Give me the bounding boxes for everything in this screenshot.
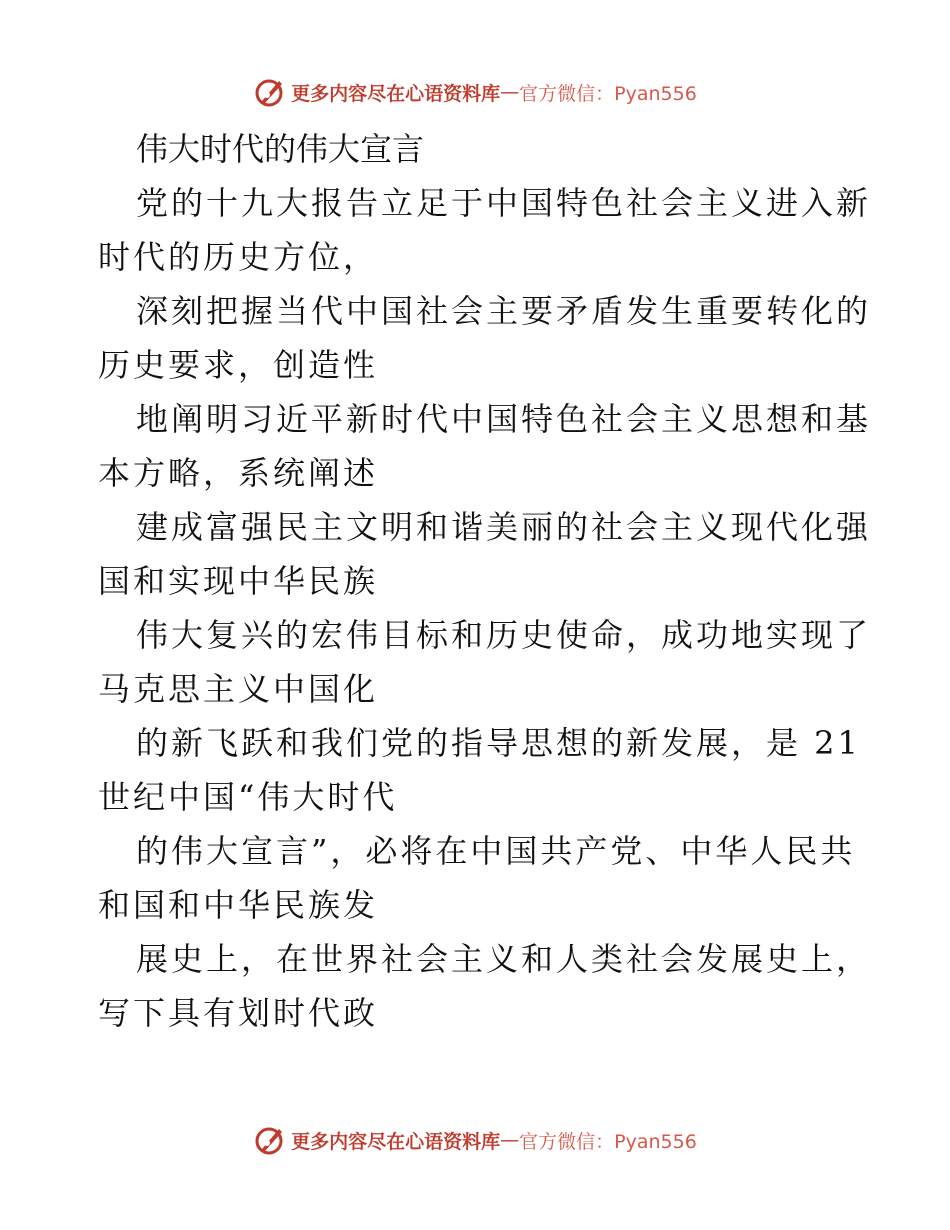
paragraph-line: 国和实现中华民族 [98,562,379,600]
document-title: 伟大时代的伟大宣言 [136,130,425,168]
paragraph-line: 伟大复兴的宏伟目标和历史使命，成功地实现了 [136,616,872,654]
paragraph [98,932,872,1040]
paragraph [98,608,872,716]
paragraph-line: 马克思主义中国化 [98,670,379,708]
paragraph-line: 党的十九大报告立足于中国特色社会主义进入新 [136,184,872,222]
paragraph [98,176,872,284]
paragraph-line: 本方略，系统阐述 [98,454,379,492]
paragraph-line: 的新飞跃和我们党的指导思想的新发展，是 21 [136,724,861,762]
header-dash: — [500,81,520,103]
quill-logo-icon [253,75,287,109]
paragraph-line: 写下具有划时代政 [98,994,379,1032]
paragraph-line: 深刻把握当代中国社会主要矛盾发生重要转化的 [136,292,872,330]
paragraph [98,500,872,608]
footer-tagline: 更多内容尽在心语资料库 [291,1130,501,1153]
paragraph-line: 建成富强民主文明和谐美丽的社会主义现代化强 [136,508,872,546]
paragraph [98,284,872,392]
quill-logo-icon [253,1123,287,1157]
footer-wechat: 官方微信：Pyan556 [519,1130,697,1153]
paragraph-line: 和国和中华民族发 [98,886,379,924]
paragraph-line: 的伟大宣言”，必将在中国共产党、中华人民共 [136,832,856,870]
footer-banner [0,1120,950,1160]
paragraph [98,716,861,824]
paragraph-line: 时代的历史方位， [98,238,379,276]
header-wechat: 官方微信：Pyan556 [519,82,697,105]
paragraph [98,824,858,932]
document-body [98,122,872,1040]
paragraph-line: 地阐明习近平新时代中国特色社会主义思想和基 [136,400,872,438]
header-banner [0,72,950,112]
paragraph [98,392,872,500]
paragraph-line: 历史要求，创造性 [98,346,379,384]
paragraph-line: 世纪中国“伟大时代 [98,778,398,816]
paragraph-line: 展史上，在世界社会主义和人类社会发展史上， [136,940,872,978]
header-tagline: 更多内容尽在心语资料库 [291,82,501,105]
footer-dash: — [500,1129,520,1151]
